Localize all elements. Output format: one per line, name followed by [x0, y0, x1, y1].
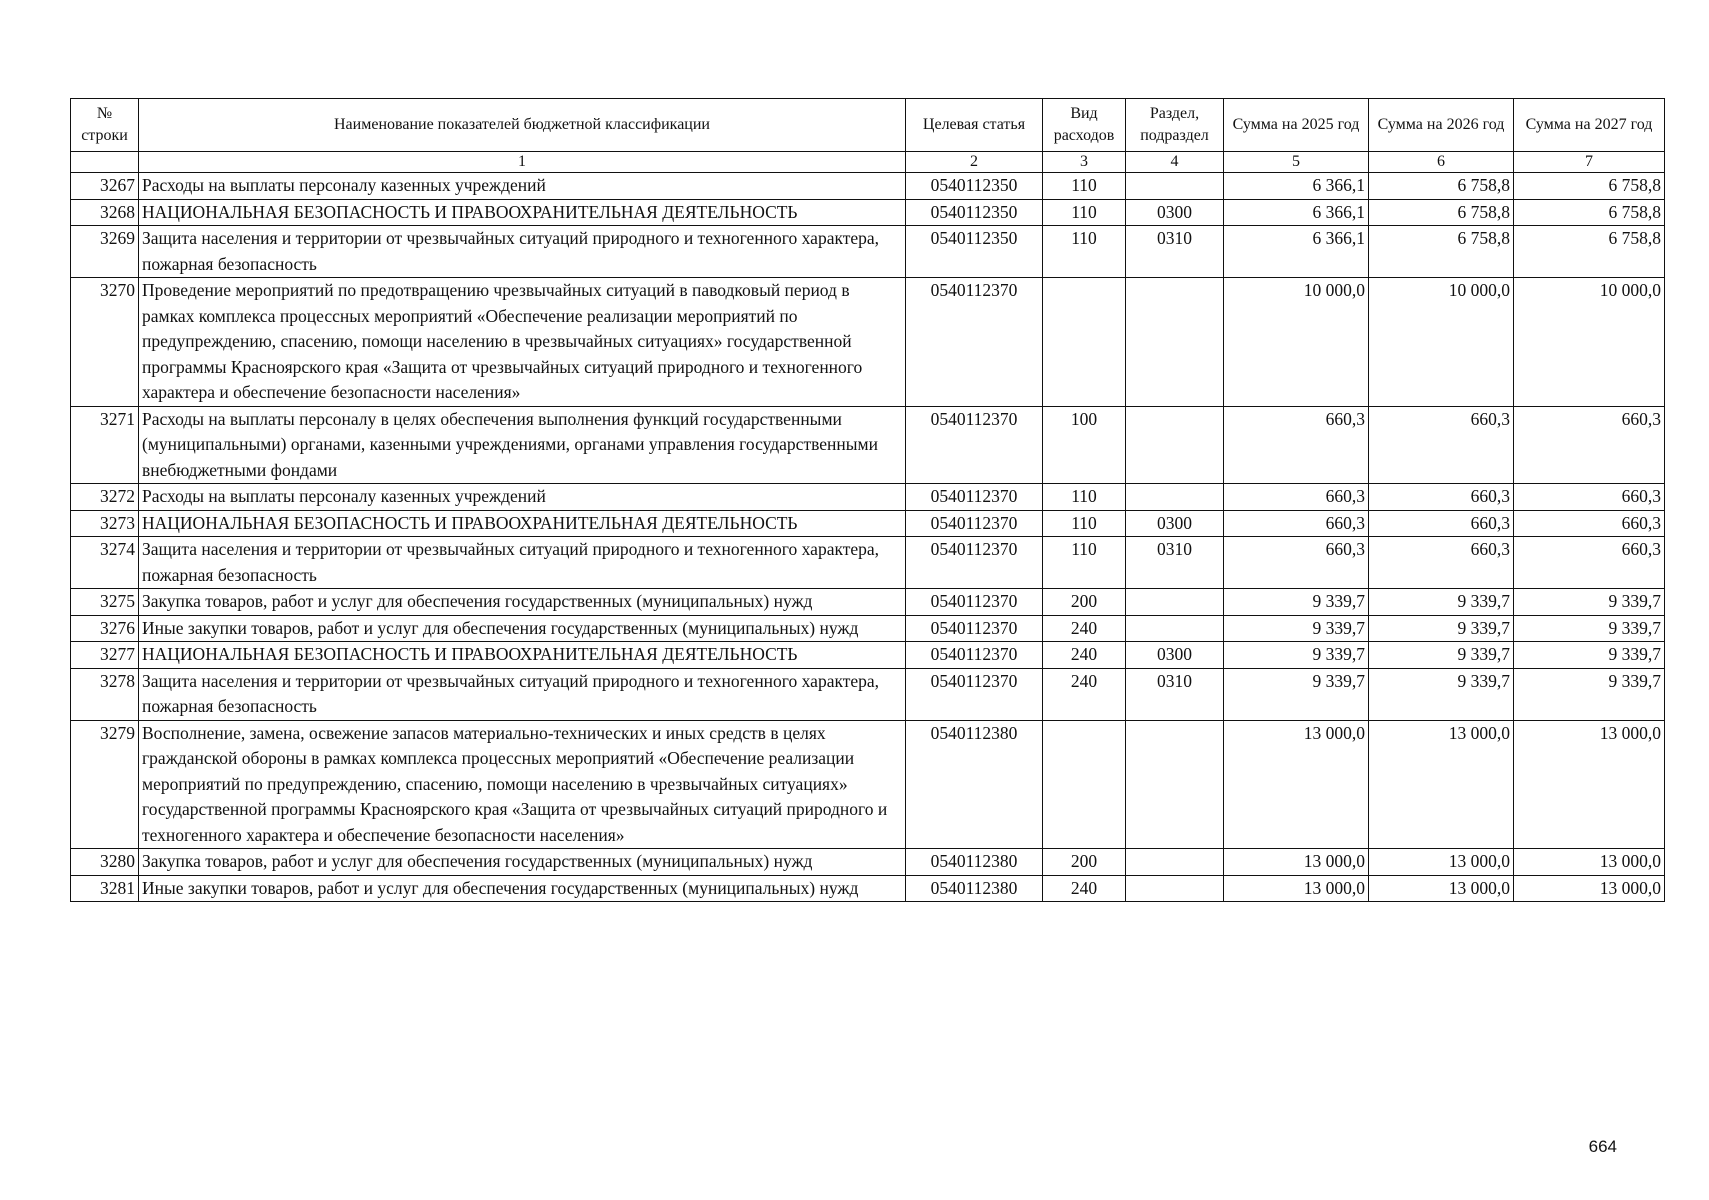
cell-expense-kind: 110 [1043, 510, 1126, 537]
column-number-empty [71, 152, 139, 173]
cell-sum-2025: 660,3 [1224, 537, 1369, 589]
cell-sum-2027: 6 758,8 [1514, 226, 1665, 278]
cell-row-number: 3275 [71, 589, 139, 616]
cell-expense-kind [1043, 278, 1126, 407]
cell-sum-2025: 13 000,0 [1224, 875, 1369, 902]
cell-target-article: 0540112370 [906, 484, 1043, 511]
cell-expense-kind: 110 [1043, 173, 1126, 200]
cell-section [1126, 875, 1224, 902]
cell-sum-2026: 9 339,7 [1369, 615, 1514, 642]
cell-section: 0300 [1126, 510, 1224, 537]
cell-row-number: 3270 [71, 278, 139, 407]
cell-sum-2027: 10 000,0 [1514, 278, 1665, 407]
cell-indicator-name: НАЦИОНАЛЬНАЯ БЕЗОПАСНОСТЬ И ПРАВООХРАНИТЕЛЬНАЯ ДЕЯТЕЛЬНОСТЬ [139, 510, 906, 537]
cell-sum-2025: 6 366,1 [1224, 226, 1369, 278]
cell-expense-kind: 110 [1043, 199, 1126, 226]
cell-sum-2025: 13 000,0 [1224, 849, 1369, 876]
cell-indicator-name: Защита населения и территории от чрезвычайных ситуаций природного и техногенного характера, пожарная безопасность [139, 537, 906, 589]
cell-sum-2026: 10 000,0 [1369, 278, 1514, 407]
cell-target-article: 0540112350 [906, 173, 1043, 200]
cell-sum-2025: 660,3 [1224, 406, 1369, 484]
table-row [71, 199, 1665, 226]
cell-target-article: 0540112370 [906, 406, 1043, 484]
column-number: 1 [139, 152, 906, 173]
cell-row-number: 3269 [71, 226, 139, 278]
column-number: 4 [1126, 152, 1224, 173]
cell-indicator-name: Защита населения и территории от чрезвычайных ситуаций природного и техногенного характера, пожарная безопасность [139, 668, 906, 720]
cell-sum-2026: 6 758,8 [1369, 226, 1514, 278]
table-body [71, 173, 1665, 902]
column-number: 6 [1369, 152, 1514, 173]
column-number: 2 [906, 152, 1043, 173]
cell-target-article: 0540112370 [906, 537, 1043, 589]
cell-indicator-name: НАЦИОНАЛЬНАЯ БЕЗОПАСНОСТЬ И ПРАВООХРАНИТЕЛЬНАЯ ДЕЯТЕЛЬНОСТЬ [139, 642, 906, 669]
cell-sum-2026: 13 000,0 [1369, 875, 1514, 902]
cell-expense-kind [1043, 720, 1126, 849]
cell-target-article: 0540112370 [906, 510, 1043, 537]
cell-sum-2027: 13 000,0 [1514, 720, 1665, 849]
cell-section [1126, 278, 1224, 407]
cell-sum-2026: 9 339,7 [1369, 668, 1514, 720]
header-section: Раздел, подраздел [1126, 99, 1224, 152]
cell-sum-2025: 660,3 [1224, 510, 1369, 537]
table-row [71, 406, 1665, 484]
cell-target-article: 0540112370 [906, 589, 1043, 616]
cell-expense-kind: 240 [1043, 642, 1126, 669]
column-number-row [71, 152, 1665, 173]
cell-row-number: 3281 [71, 875, 139, 902]
cell-sum-2027: 6 758,8 [1514, 173, 1665, 200]
cell-indicator-name: Расходы на выплаты персоналу в целях обеспечения выполнения функций государственными (муниципальными) органами, казенными учреждениями, органами управления государственными внебюджетными фондами [139, 406, 906, 484]
cell-target-article: 0540112370 [906, 642, 1043, 669]
cell-indicator-name: Иные закупки товаров, работ и услуг для обеспечения государственных (муниципальных) нужд [139, 875, 906, 902]
cell-sum-2027: 9 339,7 [1514, 668, 1665, 720]
cell-sum-2025: 9 339,7 [1224, 589, 1369, 616]
cell-sum-2026: 13 000,0 [1369, 849, 1514, 876]
cell-section: 0310 [1126, 668, 1224, 720]
cell-indicator-name: Проведение мероприятий по предотвращению чрезвычайных ситуаций в паводковый период в рамках комплекса процессных мероприятий «Обеспечение реализации мероприятий по предупреждению, спасению, помощи населению в чрезвычайных ситуациях» государственной программы Красноярского края «Защита от чрезвычайных ситуаций природного и техногенного характера и обеспечение безопасности населения» [139, 278, 906, 407]
cell-indicator-name: Закупка товаров, работ и услуг для обеспечения государственных (муниципальных) нужд [139, 589, 906, 616]
cell-sum-2025: 9 339,7 [1224, 642, 1369, 669]
header-sum-2025: Сумма на 2025 год [1224, 99, 1369, 152]
cell-expense-kind: 240 [1043, 615, 1126, 642]
cell-sum-2027: 9 339,7 [1514, 589, 1665, 616]
cell-row-number: 3274 [71, 537, 139, 589]
header-row-number: № строки [71, 99, 139, 152]
table-row [71, 278, 1665, 407]
cell-row-number: 3268 [71, 199, 139, 226]
cell-target-article: 0540112370 [906, 668, 1043, 720]
cell-sum-2027: 9 339,7 [1514, 642, 1665, 669]
cell-sum-2026: 660,3 [1369, 510, 1514, 537]
cell-row-number: 3280 [71, 849, 139, 876]
cell-indicator-name: Расходы на выплаты персоналу казенных учреждений [139, 484, 906, 511]
cell-section [1126, 484, 1224, 511]
cell-target-article: 0540112370 [906, 615, 1043, 642]
table-row [71, 510, 1665, 537]
table-row [71, 720, 1665, 849]
cell-sum-2026: 660,3 [1369, 406, 1514, 484]
cell-sum-2027: 6 758,8 [1514, 199, 1665, 226]
cell-sum-2027: 9 339,7 [1514, 615, 1665, 642]
cell-row-number: 3272 [71, 484, 139, 511]
cell-row-number: 3271 [71, 406, 139, 484]
cell-sum-2025: 660,3 [1224, 484, 1369, 511]
cell-sum-2026: 6 758,8 [1369, 173, 1514, 200]
cell-target-article: 0540112350 [906, 199, 1043, 226]
table-row [71, 589, 1665, 616]
cell-sum-2027: 660,3 [1514, 484, 1665, 511]
cell-expense-kind: 200 [1043, 849, 1126, 876]
cell-row-number: 3277 [71, 642, 139, 669]
table-row [71, 875, 1665, 902]
cell-row-number: 3276 [71, 615, 139, 642]
cell-sum-2026: 660,3 [1369, 537, 1514, 589]
table-row [71, 615, 1665, 642]
cell-section [1126, 720, 1224, 849]
cell-section: 0310 [1126, 226, 1224, 278]
cell-sum-2027: 660,3 [1514, 406, 1665, 484]
cell-sum-2027: 13 000,0 [1514, 849, 1665, 876]
cell-indicator-name: Восполнение, замена, освежение запасов материально-технических и иных средств в целях гражданской обороны в рамках комплекса процессных мероприятий «Обеспечение реализации мероприятий по предупреждению, спасению, помощи населению в чрезвычайных ситуациях» государственной программы Красноярского края «Защита от чрезвычайных ситуаций природного и техногенного характера и обеспечение безопасности населения» [139, 720, 906, 849]
cell-indicator-name: НАЦИОНАЛЬНАЯ БЕЗОПАСНОСТЬ И ПРАВООХРАНИТЕЛЬНАЯ ДЕЯТЕЛЬНОСТЬ [139, 199, 906, 226]
header-target-article: Целевая статья [906, 99, 1043, 152]
column-number: 3 [1043, 152, 1126, 173]
column-number: 7 [1514, 152, 1665, 173]
header-expense-kind: Вид расходов [1043, 99, 1126, 152]
header-sum-2027: Сумма на 2027 год [1514, 99, 1665, 152]
cell-section [1126, 173, 1224, 200]
cell-sum-2026: 9 339,7 [1369, 642, 1514, 669]
cell-expense-kind: 110 [1043, 226, 1126, 278]
cell-section: 0300 [1126, 199, 1224, 226]
cell-section: 0300 [1126, 642, 1224, 669]
cell-sum-2026: 9 339,7 [1369, 589, 1514, 616]
cell-expense-kind: 240 [1043, 668, 1126, 720]
cell-target-article: 0540112350 [906, 226, 1043, 278]
cell-indicator-name: Расходы на выплаты персоналу казенных учреждений [139, 173, 906, 200]
cell-sum-2025: 9 339,7 [1224, 668, 1369, 720]
cell-expense-kind: 110 [1043, 484, 1126, 511]
header-sum-2026: Сумма на 2026 год [1369, 99, 1514, 152]
cell-target-article: 0540112380 [906, 720, 1043, 849]
table-row [71, 668, 1665, 720]
cell-expense-kind: 110 [1043, 537, 1126, 589]
cell-section [1126, 849, 1224, 876]
cell-sum-2025: 6 366,1 [1224, 173, 1369, 200]
cell-sum-2027: 660,3 [1514, 537, 1665, 589]
cell-section: 0310 [1126, 537, 1224, 589]
table-row [71, 849, 1665, 876]
cell-target-article: 0540112370 [906, 278, 1043, 407]
cell-sum-2025: 10 000,0 [1224, 278, 1369, 407]
table-row [71, 537, 1665, 589]
cell-sum-2025: 9 339,7 [1224, 615, 1369, 642]
table-header [71, 99, 1665, 173]
cell-sum-2026: 13 000,0 [1369, 720, 1514, 849]
cell-indicator-name: Закупка товаров, работ и услуг для обеспечения государственных (муниципальных) нужд [139, 849, 906, 876]
budget-table [70, 98, 1665, 902]
table-row [71, 173, 1665, 200]
cell-sum-2025: 6 366,1 [1224, 199, 1369, 226]
cell-section [1126, 615, 1224, 642]
cell-indicator-name: Иные закупки товаров, работ и услуг для обеспечения государственных (муниципальных) нужд [139, 615, 906, 642]
cell-row-number: 3278 [71, 668, 139, 720]
cell-sum-2026: 660,3 [1369, 484, 1514, 511]
cell-target-article: 0540112380 [906, 849, 1043, 876]
table-row [71, 642, 1665, 669]
cell-row-number: 3267 [71, 173, 139, 200]
cell-expense-kind: 200 [1043, 589, 1126, 616]
cell-target-article: 0540112380 [906, 875, 1043, 902]
cell-section [1126, 589, 1224, 616]
column-number: 5 [1224, 152, 1369, 173]
cell-sum-2025: 13 000,0 [1224, 720, 1369, 849]
header-row [71, 99, 1665, 152]
cell-row-number: 3279 [71, 720, 139, 849]
cell-expense-kind: 240 [1043, 875, 1126, 902]
header-name: Наименование показателей бюджетной классификации [139, 99, 906, 152]
table-row [71, 484, 1665, 511]
cell-sum-2026: 6 758,8 [1369, 199, 1514, 226]
cell-indicator-name: Защита населения и территории от чрезвычайных ситуаций природного и техногенного характера, пожарная безопасность [139, 226, 906, 278]
table-row [71, 226, 1665, 278]
cell-expense-kind: 100 [1043, 406, 1126, 484]
cell-sum-2027: 660,3 [1514, 510, 1665, 537]
page-number: 664 [1588, 1137, 1617, 1156]
cell-row-number: 3273 [71, 510, 139, 537]
cell-sum-2027: 13 000,0 [1514, 875, 1665, 902]
cell-section [1126, 406, 1224, 484]
